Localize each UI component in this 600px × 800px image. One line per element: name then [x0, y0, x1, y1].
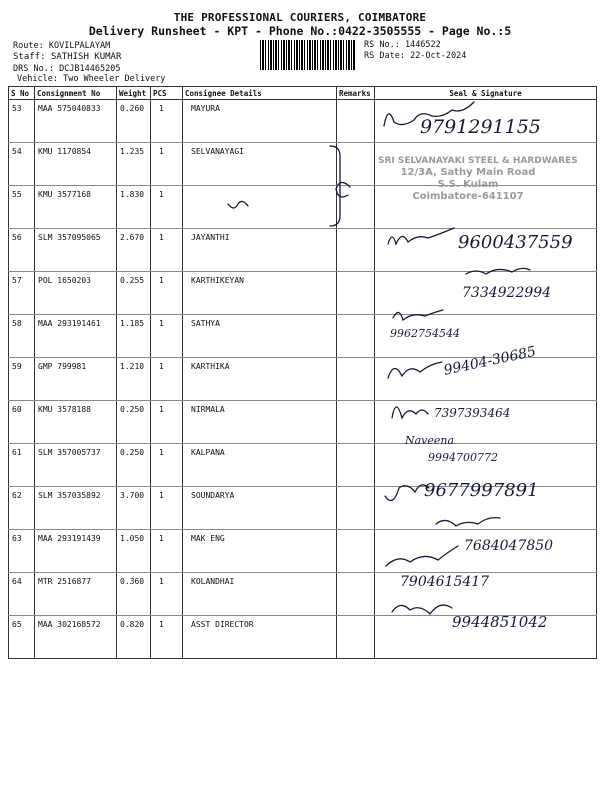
cell-remarks	[337, 573, 375, 616]
cell-pcs: 1	[151, 186, 183, 229]
staff-label: Staff:	[13, 52, 46, 62]
cell-consignee: KARTHIKA	[183, 358, 337, 401]
rs-no-value: 1446522	[404, 40, 441, 50]
cell-consignment: SLM 357005737	[35, 444, 117, 487]
cell-pcs: 1	[151, 616, 183, 659]
cell-sno: 56	[9, 229, 35, 272]
cell-sno: 57	[9, 272, 35, 315]
cell-pcs: 1	[151, 444, 183, 487]
handwritten-name: Naveena	[405, 434, 455, 447]
handwritten-phone: 99404-30685	[442, 343, 538, 379]
cell-weight: 0.250	[117, 444, 151, 487]
cell-consignee: SELVANAYAGI	[183, 143, 337, 186]
drs-label: DRS No.:	[13, 64, 54, 74]
cell-pcs: 1	[151, 530, 183, 573]
cell-remarks	[337, 487, 375, 530]
cell-consignment: MAA 302168572	[35, 616, 117, 659]
handwritten-phone: 9600437559	[458, 232, 573, 253]
stamp-line-3: S.S. Kulam	[437, 179, 499, 190]
cell-consignee: ASST DIRECTOR	[183, 616, 337, 659]
vehicle-line	[17, 74, 165, 84]
cell-consignment: POL 1650203	[35, 272, 117, 315]
cell-consignment: MTR 2516877	[35, 573, 117, 616]
cell-weight: 2.670	[117, 229, 151, 272]
cell-sno: 61	[9, 444, 35, 487]
cell-weight: 3.700	[117, 487, 151, 530]
route-label: Route:	[13, 41, 44, 51]
seal-stamp	[378, 155, 578, 203]
cell-remarks	[337, 272, 375, 315]
stamp-line-1: SRI SELVANAYAKI STEEL & HARDWARES	[378, 156, 578, 166]
rs-no-label: RS No.:	[364, 40, 400, 50]
route-value: KOVILPALAYAM	[48, 41, 111, 51]
table-row	[9, 573, 597, 616]
stamp-line-4: Coimbatore-641107	[412, 191, 524, 202]
cell-consignment: KMU 1170854	[35, 143, 117, 186]
cell-sno: 60	[9, 401, 35, 444]
cell-weight: 0.360	[117, 573, 151, 616]
cell-pcs: 1	[151, 229, 183, 272]
cell-weight: 1.210	[117, 358, 151, 401]
rs-date-label: RS Date:	[364, 51, 405, 61]
staff-line	[13, 52, 121, 62]
rs-no-line	[364, 40, 441, 50]
cell-weight: 0.820	[117, 616, 151, 659]
col-sno: S No	[9, 87, 35, 100]
cell-consignee	[183, 186, 337, 229]
cell-remarks	[337, 186, 375, 229]
cell-weight: 0.260	[117, 100, 151, 143]
cell-consignee: KALPANA	[183, 444, 337, 487]
rs-date-value: 22-Oct-2024	[410, 51, 467, 61]
cell-consignee: MAYURA	[183, 100, 337, 143]
barcode	[260, 40, 356, 70]
cell-consignment: MAA 575040833	[35, 100, 117, 143]
cell-weight: 1.830	[117, 186, 151, 229]
handwritten-phone: 7904615417	[400, 574, 490, 590]
rs-date-line	[364, 51, 466, 61]
cell-sno: 58	[9, 315, 35, 358]
handwritten-phone: 9944851042	[452, 613, 548, 631]
col-signature: Seal & Signature	[375, 87, 597, 100]
cell-sno: 62	[9, 487, 35, 530]
cell-sno: 63	[9, 530, 35, 573]
cell-pcs: 1	[151, 315, 183, 358]
cell-consignment: KMU 3578188	[35, 401, 117, 444]
cell-consignment: MAA 293191439	[35, 530, 117, 573]
cell-pcs: 1	[151, 143, 183, 186]
cell-remarks	[337, 616, 375, 659]
cell-pcs: 1	[151, 272, 183, 315]
cell-consignee: KARTHIKEYAN	[183, 272, 337, 315]
cell-sno: 55	[9, 186, 35, 229]
cell-sno: 53	[9, 100, 35, 143]
cell-consignment: SLM 357035892	[35, 487, 117, 530]
stamp-line-2: 12/3A, Sathy Main Road	[400, 167, 536, 178]
cell-weight: 0.250	[117, 401, 151, 444]
handwritten-phone: 9677997891	[424, 480, 539, 501]
cell-pcs: 1	[151, 573, 183, 616]
col-remarks: Remarks	[337, 87, 375, 100]
cell-pcs: 1	[151, 401, 183, 444]
drs-line	[13, 64, 121, 74]
cell-remarks	[337, 229, 375, 272]
cell-sno: 54	[9, 143, 35, 186]
company-title: THE PROFESSIONAL COURIERS, COIMBATORE	[173, 11, 427, 24]
cell-sno: 64	[9, 573, 35, 616]
cell-remarks	[337, 530, 375, 573]
cell-consignee: SOUNDARYA	[183, 487, 337, 530]
cell-remarks	[337, 358, 375, 401]
cell-consignment: KMU 3577168	[35, 186, 117, 229]
cell-remarks	[337, 143, 375, 186]
cell-remarks	[337, 401, 375, 444]
cell-consignment: GMP 799981	[35, 358, 117, 401]
cell-consignment: MAA 293191461	[35, 315, 117, 358]
cell-remarks	[337, 444, 375, 487]
cell-weight: 0.255	[117, 272, 151, 315]
cell-weight: 1.235	[117, 143, 151, 186]
handwritten-phone: 7684047850	[464, 538, 554, 554]
cell-consignment: SLM 357095065	[35, 229, 117, 272]
cell-remarks	[337, 100, 375, 143]
cell-consignee: JAYANTHI	[183, 229, 337, 272]
col-weight: Weight	[117, 87, 151, 100]
handwritten-phone: 7397393464	[434, 406, 511, 420]
vehicle-label: Vehicle:	[17, 74, 58, 84]
cell-pcs: 1	[151, 487, 183, 530]
cell-remarks	[337, 315, 375, 358]
col-consignment: Consignment No	[35, 87, 117, 100]
staff-value: SATHISH KUMAR	[50, 52, 122, 62]
cell-consignee: NIRMALA	[183, 401, 337, 444]
col-consignee: Consignee Details	[183, 87, 337, 100]
route-line	[13, 41, 110, 51]
handwritten-phone: 9994700772	[428, 451, 498, 464]
cell-pcs: 1	[151, 358, 183, 401]
handwritten-phone: 9962754544	[390, 327, 460, 340]
cell-consignee: MAK ENG	[183, 530, 337, 573]
runsheet-subtitle: Delivery Runsheet - KPT - Phone No.:0422-3505555 - Page No.:5	[88, 24, 512, 38]
col-pcs: PCS	[151, 87, 183, 100]
cell-sno: 65	[9, 616, 35, 659]
cell-weight: 1.185	[117, 315, 151, 358]
cell-pcs: 1	[151, 100, 183, 143]
table-header-row	[9, 87, 597, 100]
drs-value: DCJB14465205	[59, 64, 121, 74]
vehicle-value: Two Wheeler Delivery	[63, 74, 166, 84]
cell-consignee: SATHYA	[183, 315, 337, 358]
cell-consignee: KOLANDHAI	[183, 573, 337, 616]
cell-weight: 1.050	[117, 530, 151, 573]
handwritten-phone: 9791291155	[420, 116, 541, 138]
handwritten-phone: 7334922994	[462, 285, 552, 301]
cell-sno: 59	[9, 358, 35, 401]
